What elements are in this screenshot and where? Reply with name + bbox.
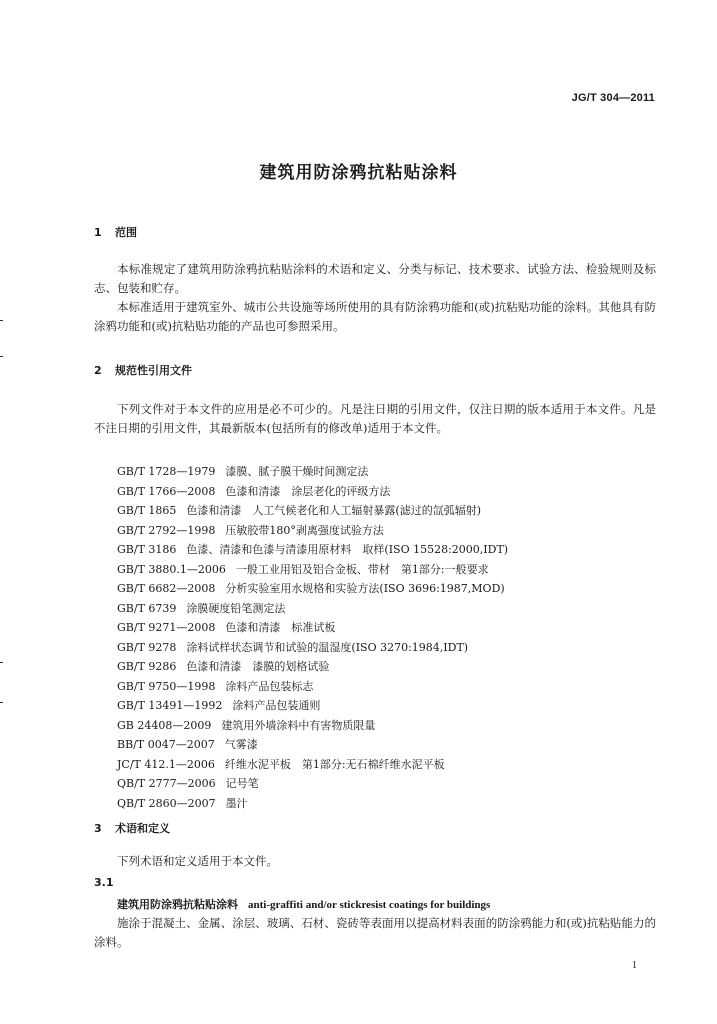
reference-title: 色漆和清漆 涂层老化的评级方法 [225, 484, 391, 498]
section-2-intro: 下列文件对于本文件的应用是必不可少的。凡是注日期的引用文件，仅注日期的版本适用于本文件。凡是不注日期的引用文件，其最新版本(包括所有的修改单)适用于本文件。 [94, 402, 656, 435]
definition-text: 施涂于混凝土、金属、涂层、玻璃、石材、瓷砖等表面用以提高材料表面的防涂鸦能力和(或)抗粘贴能力的涂料。 [94, 916, 656, 949]
section-number: 2 [94, 364, 102, 377]
standard-code: JG/T 304—2011 [571, 92, 655, 104]
section-number: 1 [94, 226, 102, 239]
reference-title: 涂料试样状态调节和试验的温湿度(ISO 3270:1984,IDT) [186, 640, 469, 654]
reference-code: GB/T 9271—2008 [117, 621, 216, 634]
reference-title: 涂料产品包装标志 [225, 679, 314, 693]
section-number: 3 [94, 822, 102, 835]
reference-item [117, 579, 508, 599]
reference-item [117, 735, 508, 755]
reference-title: 分析实验室用水规格和实验方法(ISO 3696:1987,MOD) [225, 582, 505, 595]
section-1-paragraph: 本标准规定了建筑用防涂鸦抗粘贴涂料的术语和定义、分类与标记、技术要求、试验方法、检验规则及标志、包装和贮存。 [94, 262, 656, 295]
reference-code: GB/T 3880.1—2006 [117, 562, 226, 576]
reference-title: 墨汁 [225, 796, 248, 810]
reference-item [117, 540, 508, 560]
reference-code: GB/T 2792—1998 [117, 523, 216, 537]
reference-title: 漆膜、腻子膜干燥时间测定法 [225, 465, 369, 478]
reference-item [117, 521, 508, 541]
reference-item [117, 677, 508, 697]
reference-code: GB/T 6739 [117, 601, 177, 615]
reference-list [117, 462, 508, 813]
term-chinese: 建筑用防涂鸦抗粘贴涂料 [117, 898, 238, 911]
reference-code: GB/T 1766—2008 [117, 484, 216, 498]
reference-item [117, 638, 508, 658]
margin-mark [0, 702, 3, 703]
reference-item [117, 774, 508, 794]
reference-title: 涂膜硬度铅笔测定法 [186, 601, 286, 615]
reference-title: 压敏胶带180°剥离强度试验方法 [225, 523, 384, 537]
reference-code: GB/T 9286 [117, 660, 177, 673]
reference-item [117, 696, 508, 716]
reference-code: JC/T 412.1—2006 [117, 757, 215, 771]
reference-title: 建筑用外墙涂料中有害物质限量 [221, 718, 376, 732]
margin-mark [0, 356, 3, 357]
reference-code: QB/T 2777—2006 [117, 777, 216, 790]
reference-title: 纤维水泥平板 第1部分:无石棉纤维水泥平板 [224, 757, 445, 771]
reference-code: GB 24408—2009 [117, 718, 212, 732]
reference-item [117, 657, 508, 677]
reference-item [117, 794, 508, 814]
section-title: 规范性引用文件 [115, 364, 192, 377]
reference-code: GB/T 13491—1992 [117, 699, 223, 712]
reference-title: 色漆和清漆 标准试板 [225, 621, 336, 634]
reference-title: 气雾漆 [224, 738, 258, 751]
margin-mark [0, 662, 3, 663]
reference-code: GB/T 6682—2008 [117, 582, 216, 595]
reference-title: 记号笔 [225, 777, 259, 790]
section-1-heading [94, 224, 137, 240]
reference-item [117, 462, 508, 482]
reference-item [117, 482, 508, 502]
reference-code: GB/T 1728—1979 [117, 465, 216, 478]
reference-title: 涂料产品包装通则 [232, 699, 321, 712]
section-title: 范围 [115, 226, 137, 239]
reference-code: GB/T 9750—1998 [117, 679, 216, 693]
reference-item [117, 618, 508, 638]
page-number: 1 [632, 960, 637, 971]
section-1-paragraph: 本标准适用于建筑室外、城市公共设施等场所使用的具有防涂鸦功能和(或)抗粘贴功能的涂料。其他具有防涂鸦功能和(或)抗粘贴功能的产品也可参照采用。 [94, 300, 656, 333]
reference-item [117, 755, 508, 775]
definition-term [117, 896, 490, 912]
reference-title: 色漆和清漆 漆膜的划格试验 [186, 660, 330, 673]
margin-mark [0, 320, 3, 321]
section-3-intro: 下列术语和定义适用于本文件。 [117, 854, 278, 868]
reference-code: BB/T 0047—2007 [117, 738, 215, 751]
document-title: 建筑用防涂鸦抗粘贴涂料 [259, 163, 458, 183]
reference-item [117, 560, 508, 580]
section-3-heading [94, 820, 170, 836]
term-english: anti-graffiti and/or stickresist coatings for buildings [248, 899, 491, 911]
reference-item [117, 599, 508, 619]
section-title: 术语和定义 [115, 822, 170, 835]
section-2-heading [94, 362, 192, 378]
reference-title: 一般工业用铝及铝合金板、带材 第1部分:一般要求 [235, 562, 489, 576]
reference-code: GB/T 1865 [117, 504, 177, 517]
reference-title: 色漆、清漆和色漆与清漆用原材料 取样(ISO 15528:2000,IDT) [186, 543, 509, 556]
reference-item [117, 716, 508, 736]
reference-code: QB/T 2860—2007 [117, 796, 216, 810]
reference-code: GB/T 3186 [117, 543, 177, 556]
reference-title: 色漆和清漆 人工气候老化和人工辐射暴露(滤过的氙弧辐射) [186, 504, 481, 517]
reference-item [117, 501, 508, 521]
definition-number: 3.1 [94, 876, 114, 889]
reference-code: GB/T 9278 [117, 640, 177, 654]
